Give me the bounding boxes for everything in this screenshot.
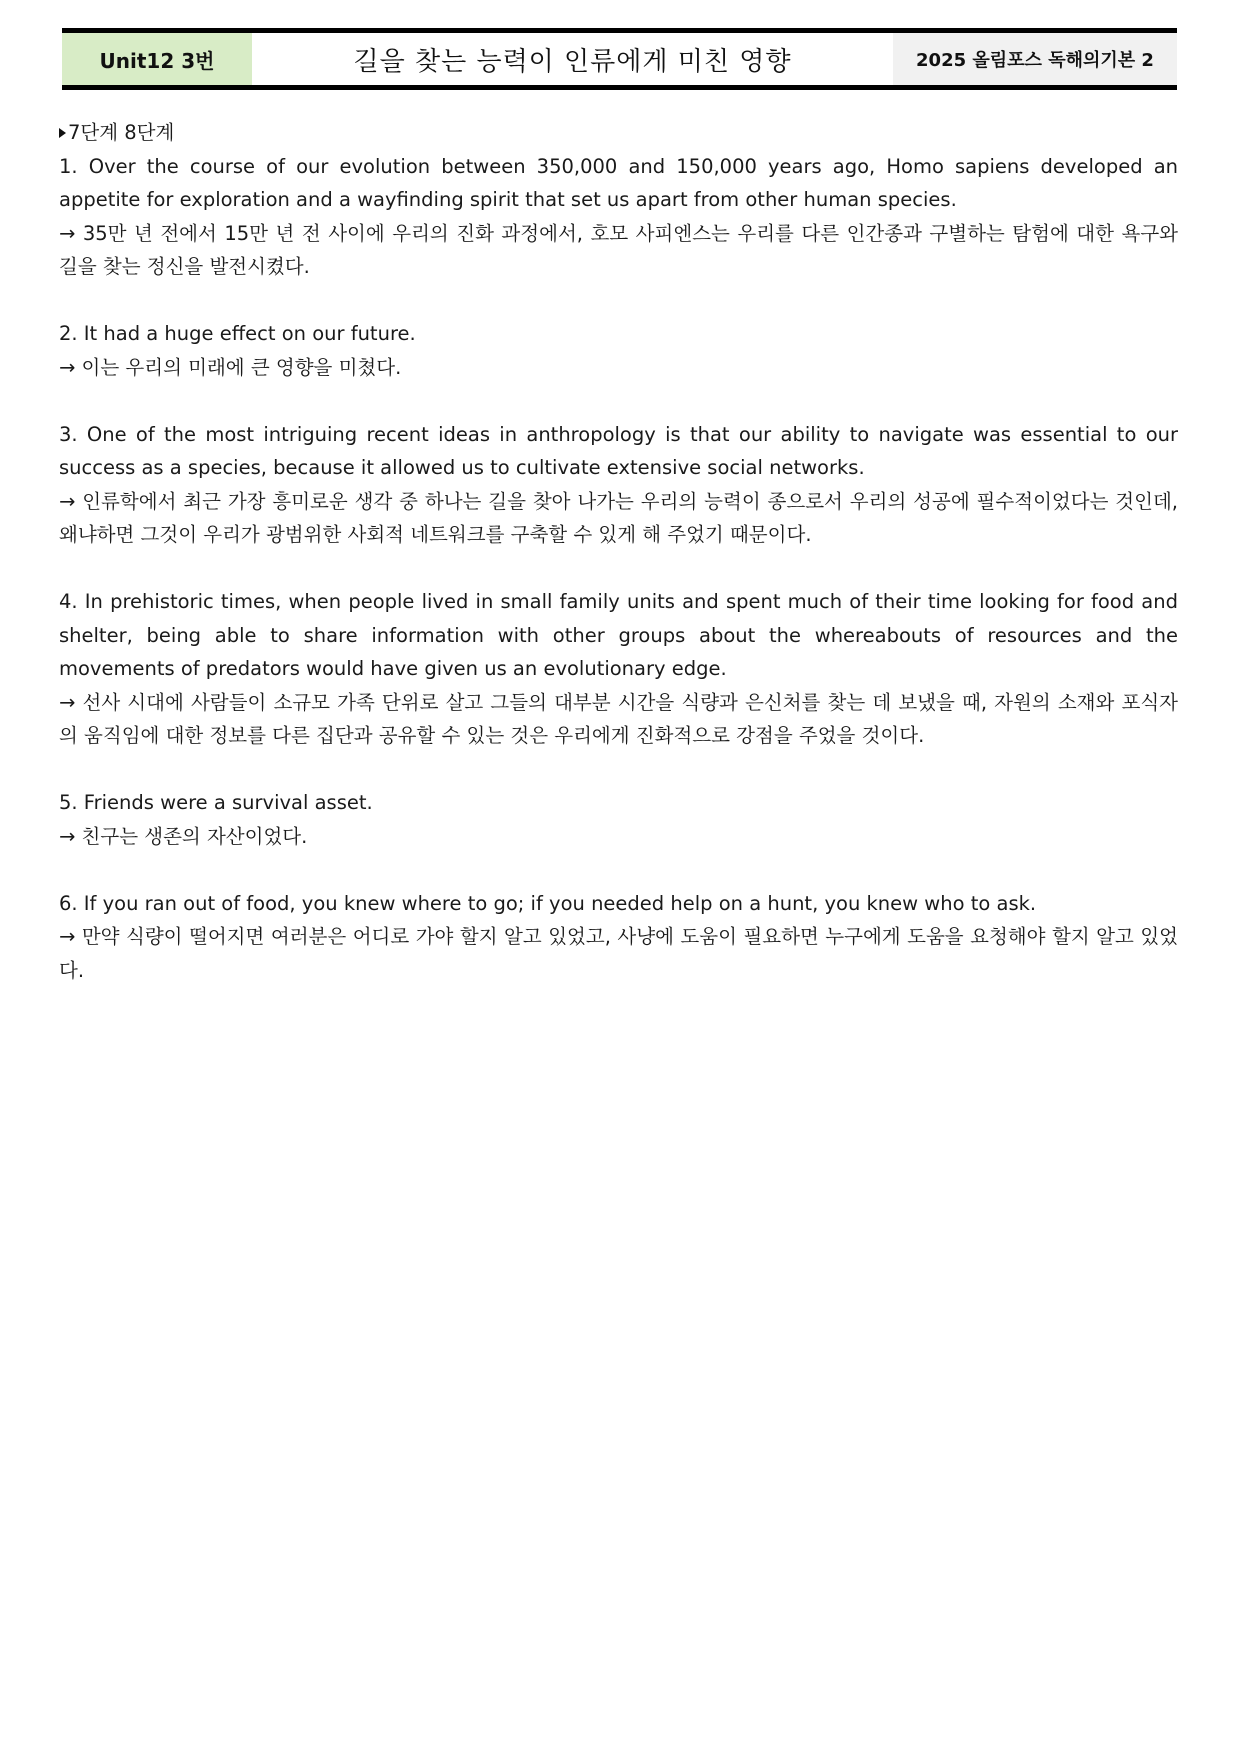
english-sentence: 1. Over the course of our evolution between 350,000 and 150,000 years ago, Homo sapiens developed an appetite for exploration and a wayfinding spirit that set us apart from other human species. [59,154,1178,211]
document-body [59,116,1178,1021]
step-label-text: 7단계 8단계 [68,121,175,144]
english-sentence: 2. It had a huge effect on our future. [59,322,416,345]
korean-translation: → 35만 년 전에서 15만 년 전 사이에 우리의 진화 과정에서, 호모 사피엔스는 우리를 다른 인간종과 구별하는 탐험에 대한 욕구와 길을 찾는 정신을 발전시켰다. [59,221,1178,278]
sentence-item-1 [59,150,1178,284]
english-sentence: 4. In prehistoric times, when people lived in small family units and spent much of their time looking for food and shelter, being able to share information with other groups about the whereabouts of resources and the movements of predators would have given us an evolutionary edge. [59,590,1178,680]
korean-translation: → 인류학에서 최근 가장 흥미로운 생각 중 하나는 길을 찾아 나가는 우리의 능력이 종으로서 우리의 성공에 필수적이었다는 것인데, 왜냐하면 그것이 우리가 광범위한 사회적 네트워크를 구축할 수 있게 해 주었기 때문이다. [59,489,1178,546]
english-sentence: 3. One of the most intriguing recent ideas in anthropology is that our ability to navigate was essential to our success as a species, because it allowed us to cultivate extensive social networks. [59,422,1178,479]
page-title: 길을 찾는 능력이 인류에게 미친 영향 [353,46,792,77]
sentence-item-4 [59,585,1178,753]
english-sentence: 6. If you ran out of food, you knew where to go; if you needed help on a hunt, you knew who to ask. [59,891,1037,915]
korean-translation: → 친구는 생존의 자산이었다. [59,824,308,848]
korean-translation: → 선사 시대에 사람들이 소규모 가족 단위로 살고 그들의 대부분 시간을 식량과 은신처를 찾는 데 보냈을 때, 자원의 소재와 포식자의 움직임에 대한 정보를 다른 집단과 공유할 수 있는 것은 우리에게 진화적으로 강점을 주었을 것이다. [59,690,1178,747]
triangle-bullet-icon [59,128,66,138]
korean-translation: → 만약 식량이 떨어지면 여러분은 어디로 가야 할지 알고 있었고, 사냥에 도움이 필요하면 누구에게 도움을 요청해야 할지 알고 있었다. [59,925,1178,982]
document-header [62,28,1177,90]
sentence-item-3 [59,418,1178,552]
english-sentence: 5. Friends were a survival asset. [59,791,373,814]
korean-translation: → 이는 우리의 미래에 큰 영향을 미쳤다. [59,355,402,379]
sentence-item-6 [59,887,1178,988]
sentence-item-5 [59,786,1178,853]
book-label: 2025 올림포스 독해의기본 2 [893,33,1177,85]
unit-label: Unit12 3번 [62,33,252,85]
step-heading [59,116,1178,150]
sentence-item-2 [59,317,1178,384]
